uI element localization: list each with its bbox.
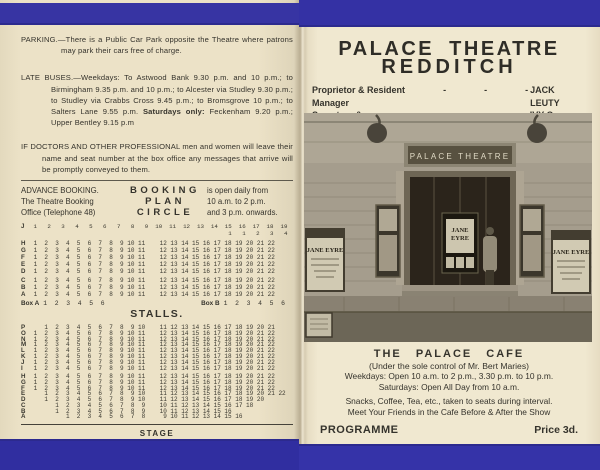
seat-row (21, 247, 293, 254)
seat-row-label: L (21, 347, 25, 355)
seat-row-label: F (21, 384, 25, 392)
circle-plan (21, 223, 293, 298)
seat-numbers: 1 2 3 4 5 6 7 8 9 10 11 12 13 14 15 16 17 18 19 20 21 22 (30, 341, 275, 349)
seat-numbers: 1 2 3 4 5 6 7 8 9 10 11 12 13 14 15 16 17 18 (30, 401, 254, 409)
seat-numbers: 1 2 3 4 5 6 7 8 9 10 11 12 13 14 15 16 17 18 19 20 21 22 (30, 239, 275, 247)
role-dashes: - - - (443, 85, 531, 95)
late-buses-text: LATE BUSES.—Weekdays: To Astwood Bank 9.30 p.m. and 10 p.m.; to Birmingham 9.35 p.m. and 10 p.m.; to Alcester via Studley 9.30 p.m.; to Studley via Crabbs Cross 9.45 p.m.; to Bromsgrove 10 p.m.; to Salters Lane 9.55 p.m. (21, 73, 293, 117)
seat-row-label: J (21, 358, 25, 366)
seat-numbers: 1 2 3 4 5 6 7 8 9 10 11 12 13 14 15 16 17 18 19 20 21 22 (30, 284, 275, 292)
booking-office-lines (21, 185, 123, 218)
box-b-label: Box B (201, 300, 220, 308)
seat-row (21, 414, 293, 420)
advance-booking-block (21, 185, 293, 218)
bottom-band-right (299, 444, 600, 470)
seat-row-label: B (21, 407, 26, 415)
booking-plan-word: PLAN (145, 196, 185, 208)
theatre-photo (304, 113, 592, 342)
theatre-photo-svg (304, 113, 592, 342)
box-a-seats: 1 2 3 4 5 6 (43, 300, 105, 308)
cafe-line: Saturdays: Open All Day from 10 a.m. (378, 382, 520, 393)
seat-row-label: B (21, 284, 26, 292)
seat-row-label: E (21, 390, 26, 398)
seat-numbers: 1 2 3 4 5 6 7 8 9 10 11 12 13 14 15 16 17 18 19 20 21 22 (30, 372, 275, 380)
programme-label: PROGRAMME (320, 424, 399, 436)
booking-hours-line: is open daily from (207, 186, 269, 196)
left-page-content (21, 34, 293, 438)
seat-row-label: I (21, 364, 23, 372)
seat-numbers: 1 2 3 4 5 6 7 8 9 10 11 12 13 14 15 16 (30, 407, 232, 415)
seat-numbers: 1 2 3 4 5 6 7 8 9 10 11 12 13 14 15 16 17 18 19 20 21 (30, 324, 275, 332)
seat-row-label: H (21, 372, 26, 380)
seat-row-label: C (21, 401, 26, 409)
seat-numbers: 1 1 2 3 4 (30, 230, 288, 238)
late-buses-paragraph (21, 72, 293, 128)
role-label: Proprietor & Resident Manager (312, 85, 406, 108)
seat-row-label: A (21, 413, 26, 421)
advance-booking-line: The Theatre Booking (21, 197, 94, 207)
late-buses-text-2: Feckenham 9.20 p.m.; Upper Bentley 9.15 p.m (51, 107, 293, 128)
cafe-line: Meet Your Friends in the Cafe Before & After the Show (347, 407, 551, 418)
cafe-title: THE PALACE CAFE (373, 348, 525, 360)
seat-row (21, 268, 293, 275)
price-label: Price 3d. (534, 424, 578, 436)
booking-hours-line: 10 a.m. to 2 p.m. (207, 197, 266, 207)
box-a-label: Box A (21, 300, 40, 308)
seat-row-label (21, 230, 30, 237)
seat-row-label: G (21, 378, 26, 386)
seat-row-label: E (21, 260, 26, 268)
title-line-2: REDDITCH (381, 56, 517, 78)
seat-row-label: D (21, 396, 26, 404)
seat-numbers: 1 2 3 4 5 6 7 8 9 10 11 12 13 14 15 16 17 18 19 20 21 22 (30, 378, 275, 386)
seat-row-label: H (21, 239, 26, 247)
seat-numbers: 1 2 3 4 5 6 7 8 9 10 11 12 13 14 15 16 17 18 19 20 21 22 (30, 329, 275, 337)
booking-hours-lines (207, 185, 293, 218)
seat-numbers: 1 2 3 4 5 6 7 8 9 10 11 12 13 14 15 16 17 18 19 20 21 22 (30, 353, 275, 361)
booking-plan-word: BOOKING (130, 185, 200, 197)
seat-numbers: 1 2 3 4 5 6 7 8 9 10 11 12 13 14 15 16 17 18 19 20 21 22 (30, 364, 275, 372)
seat-row (21, 223, 293, 230)
seat-numbers: 1 2 3 4 5 6 7 8 9 10 11 12 13 14 15 16 17 18 19 20 21 22 (30, 358, 275, 366)
seat-row-label: J (21, 223, 25, 231)
seat-row (21, 261, 293, 268)
box-b (201, 300, 285, 307)
box-row (21, 300, 293, 307)
stage-label: STAGE (21, 424, 293, 438)
seat-row-label: P (21, 324, 26, 332)
title-line-1: PALACE THEATRE (338, 38, 560, 60)
seat-row (21, 277, 293, 284)
seat-numbers: 1 2 3 4 5 6 7 8 9 10 11 12 13 14 15 16 17 18 19 20 21 22 (30, 335, 275, 343)
seat-row-label: C (21, 277, 26, 285)
role-row (312, 84, 586, 109)
seat-numbers: 1 2 3 4 5 6 7 8 9 10 11 12 13 14 15 16 17 18 19 20 (30, 396, 265, 404)
seat-numbers: 1 2 3 4 5 6 7 8 9 10 11 12 13 14 15 16 17 18 19 20 21 22 (30, 384, 275, 392)
seat-row-label: D (21, 267, 26, 275)
seat-row-label: M (21, 341, 27, 349)
seat-numbers: 1 2 3 4 5 6 7 8 9 10 11 12 13 14 15 16 17 18 19 20 21 22 (30, 390, 286, 398)
seat-numbers: 1 2 3 4 5 6 7 8 9 10 11 12 13 14 15 16 17 18 19 (30, 223, 288, 231)
seat-row-label: G (21, 246, 26, 254)
saturdays-only-label: Saturdays only: (142, 107, 205, 117)
seat-row-label: N (21, 335, 26, 343)
booking-hours-line: and 3 p.m. onwards. (207, 208, 278, 218)
bottom-band-left (0, 439, 299, 470)
stalls-heading: STALLS. (130, 308, 184, 321)
seat-numbers: 1 2 3 4 5 6 7 8 9 10 11 12 13 14 15 16 17 18 19 20 21 22 (30, 347, 275, 355)
seat-row-label: K (21, 353, 26, 361)
advance-booking-line: Office (Telephone 48) (21, 208, 96, 218)
parking-paragraph: PARKING.—There is a Public Car Park opposite the Theatre where patrons may park their cars free of charge. (21, 35, 293, 56)
role-name: JACK LEUTY (530, 85, 560, 108)
seat-numbers: 1 2 3 4 5 6 7 8 9 10 11 12 13 14 15 16 17 18 19 20 21 22 (30, 246, 275, 254)
cafe-subtitle: (Under the sole control of Mr. Bert Maries) (369, 361, 529, 371)
box-b-seats: 1 2 3 4 5 6 (223, 300, 285, 308)
palace-cafe-block (306, 348, 592, 418)
seat-numbers: 1 2 3 4 5 6 7 8 9 10 11 12 13 14 15 16 17 18 19 20 21 22 (30, 277, 275, 285)
seat-row-label: O (21, 329, 26, 337)
seat-row (21, 291, 293, 298)
seat-row (21, 230, 293, 237)
page-title (306, 40, 592, 76)
stalls-plan (21, 325, 293, 420)
doctors-paragraph: IF DOCTORS AND OTHER PROFESSIONAL men and women will leave their name and seat number at the box office any messages that arrive will be promptly conveyed to them. (21, 142, 293, 174)
advance-booking-line: ADVANCE BOOKING. (21, 186, 99, 196)
seat-numbers: 1 2 3 4 5 6 7 8 9 10 11 12 13 14 15 16 17 18 19 20 21 22 (30, 267, 275, 275)
seat-numbers: 1 2 3 4 5 6 7 8 9 10 11 12 13 14 15 16 17 18 19 20 21 22 (30, 291, 275, 299)
seat-row (21, 240, 293, 247)
seat-numbers: 1 2 3 4 5 6 7 8 9 10 11 12 13 14 15 16 (30, 413, 243, 421)
cafe-line: Snacks, Coffee, Tea, etc., taken to seats during interval. (345, 395, 553, 406)
seat-row-label: F (21, 253, 25, 261)
booking-plan-word: CIRCLE (136, 207, 194, 219)
seat-row (21, 284, 293, 291)
seat-numbers: 1 2 3 4 5 6 7 8 9 10 11 12 13 14 15 16 17 18 19 20 21 22 (30, 260, 275, 268)
seat-row (21, 366, 293, 372)
seat-row (21, 254, 293, 261)
programme-footer (306, 424, 592, 436)
top-band-left (0, 3, 299, 25)
seat-row-label: A (21, 291, 26, 299)
cafe-line: Weekdays: Open 10 a.m. to 2 p.m., 3.30 p.m. to 10 p.m. (344, 371, 554, 381)
cafe-lines (306, 371, 592, 418)
seat-numbers: 1 2 3 4 5 6 7 8 9 10 11 12 13 14 15 16 17 18 19 20 21 22 (30, 253, 275, 261)
divider-rule (21, 180, 293, 181)
booking-plan-heading (123, 185, 207, 218)
